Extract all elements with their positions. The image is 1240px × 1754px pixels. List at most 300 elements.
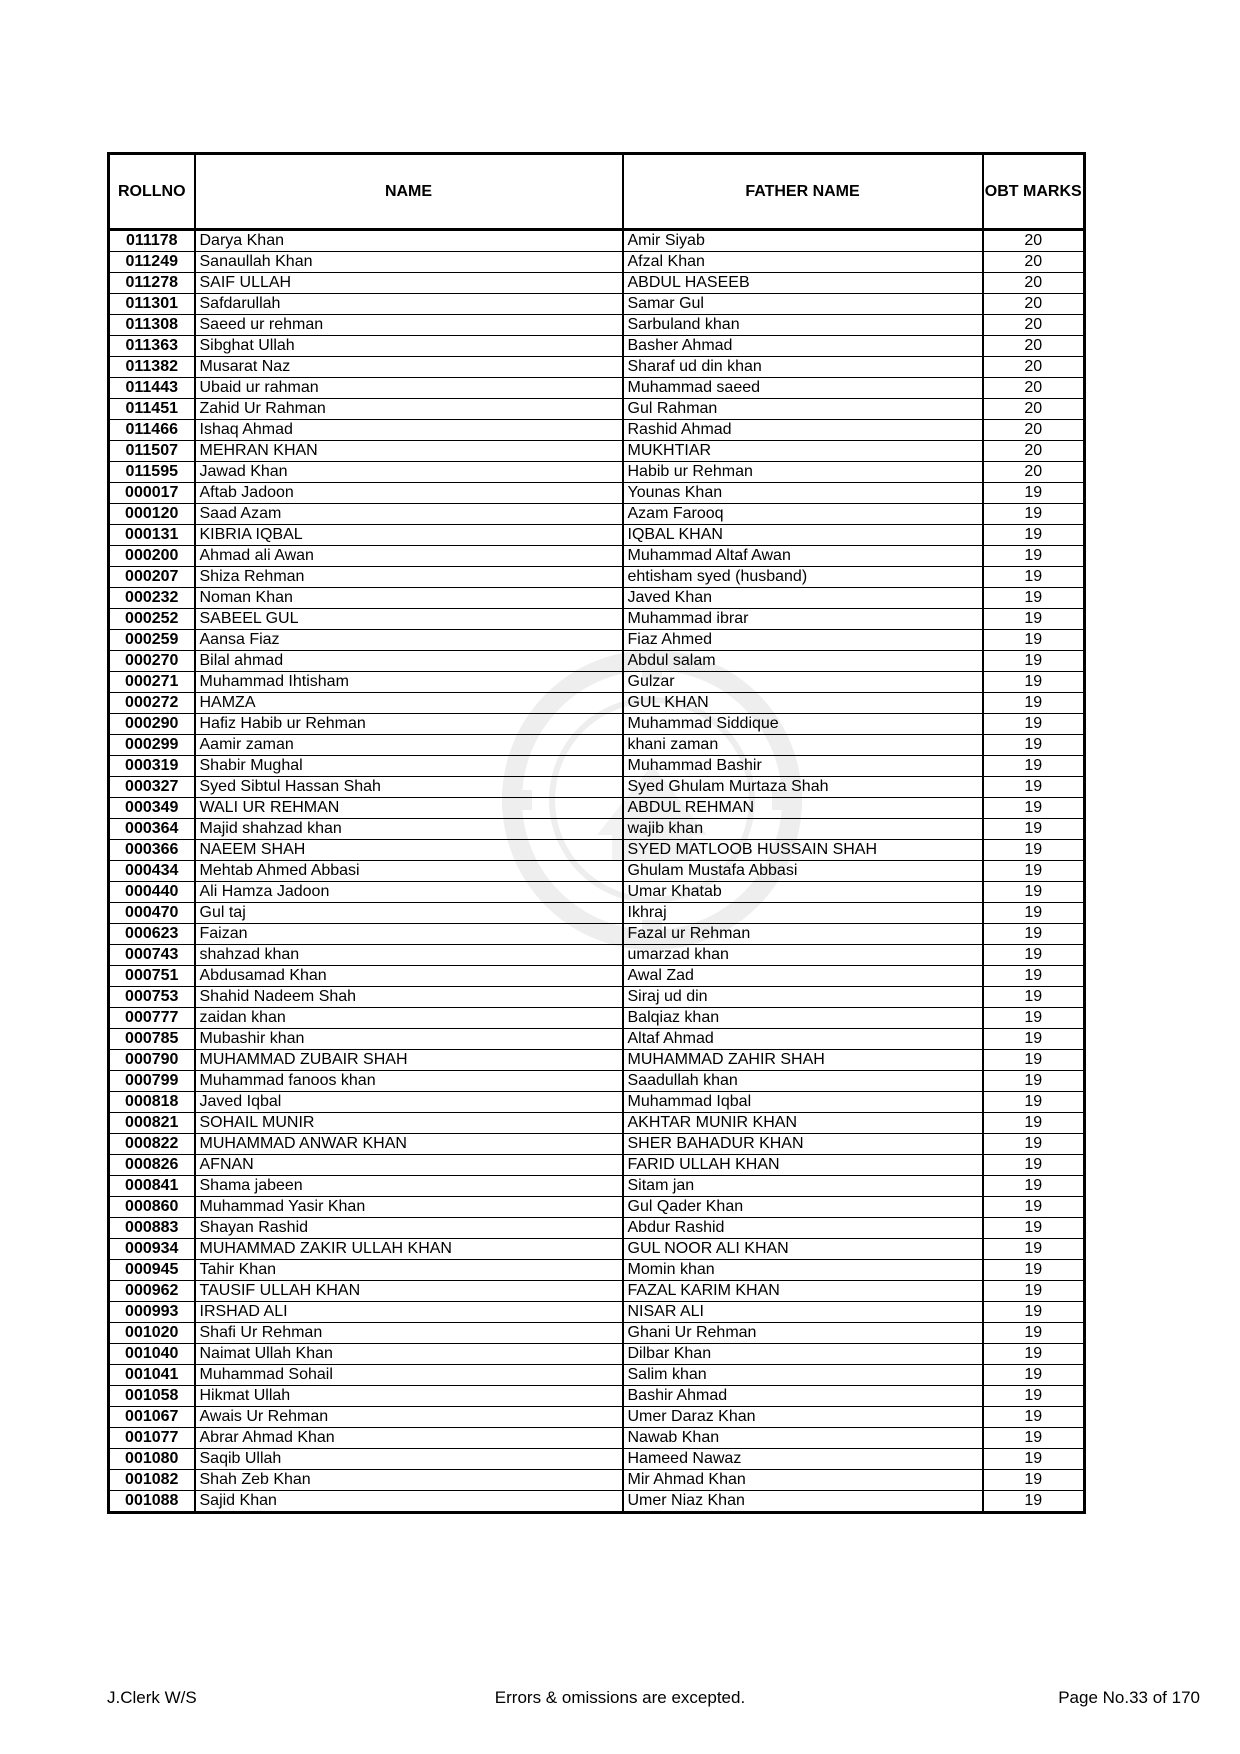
roll-number-cell: 000207	[109, 567, 195, 588]
student-name-cell: Shayan Rashid	[195, 1218, 623, 1239]
student-name-cell: Faizan	[195, 924, 623, 945]
student-name-cell: Saeed ur rehman	[195, 315, 623, 336]
father-name-cell: Muhammad Bashir	[623, 756, 983, 777]
results-table-body	[109, 230, 1085, 1513]
table-row	[109, 1197, 1085, 1218]
obt-marks-cell: 19	[983, 819, 1085, 840]
obt-marks-cell: 19	[983, 1029, 1085, 1050]
roll-number-cell: 000272	[109, 693, 195, 714]
table-row	[109, 1071, 1085, 1092]
roll-number-cell: 000860	[109, 1197, 195, 1218]
obt-marks-cell: 20	[983, 357, 1085, 378]
table-row	[109, 882, 1085, 903]
student-name-cell: Shafi Ur Rehman	[195, 1323, 623, 1344]
father-name-cell: Muhammad ibrar	[623, 609, 983, 630]
student-name-cell: Saad Azam	[195, 504, 623, 525]
student-name-cell: Aftab Jadoon	[195, 483, 623, 504]
roll-number-cell: 000818	[109, 1092, 195, 1113]
roll-number-cell: 001082	[109, 1470, 195, 1491]
father-name-cell: Ghani Ur Rehman	[623, 1323, 983, 1344]
father-name-cell: Umer Daraz Khan	[623, 1407, 983, 1428]
obt-marks-cell: 19	[983, 1428, 1085, 1449]
roll-number-cell: 000785	[109, 1029, 195, 1050]
roll-number-cell: 000777	[109, 1008, 195, 1029]
father-name-cell: Younas Khan	[623, 483, 983, 504]
student-name-cell: Gul taj	[195, 903, 623, 924]
roll-number-cell: 000945	[109, 1260, 195, 1281]
obt-marks-cell: 19	[983, 1323, 1085, 1344]
obt-marks-cell: 19	[983, 1197, 1085, 1218]
obt-marks-cell: 19	[983, 1176, 1085, 1197]
obt-marks-cell: 19	[983, 1092, 1085, 1113]
table-row	[109, 1491, 1085, 1513]
father-name-cell: Syed Ghulam Murtaza Shah	[623, 777, 983, 798]
obt-marks-cell: 19	[983, 1008, 1085, 1029]
roll-number-cell: 000826	[109, 1155, 195, 1176]
table-row	[109, 273, 1085, 294]
roll-number-cell: 011451	[109, 399, 195, 420]
roll-number-cell: 011308	[109, 315, 195, 336]
obt-marks-cell: 19	[983, 1113, 1085, 1134]
father-name-cell: Nawab Khan	[623, 1428, 983, 1449]
table-row	[109, 609, 1085, 630]
student-name-cell: Musarat Naz	[195, 357, 623, 378]
table-row	[109, 1449, 1085, 1470]
table-row	[109, 1029, 1085, 1050]
obt-marks-cell: 20	[983, 294, 1085, 315]
obt-marks-cell: 19	[983, 735, 1085, 756]
roll-number-cell: 000434	[109, 861, 195, 882]
header-obt-marks: OBT MARKS	[983, 154, 1085, 230]
father-name-cell: Saadullah khan	[623, 1071, 983, 1092]
father-name-cell: Fazal ur Rehman	[623, 924, 983, 945]
student-name-cell: Sanaullah Khan	[195, 252, 623, 273]
roll-number-cell: 000743	[109, 945, 195, 966]
header-name: NAME	[195, 154, 623, 230]
table-row	[109, 462, 1085, 483]
obt-marks-cell: 19	[983, 546, 1085, 567]
table-row	[109, 903, 1085, 924]
roll-number-cell: 000131	[109, 525, 195, 546]
table-row	[109, 483, 1085, 504]
student-name-cell: Ahmad ali Awan	[195, 546, 623, 567]
student-name-cell: Syed Sibtul Hassan Shah	[195, 777, 623, 798]
table-row	[109, 1470, 1085, 1491]
roll-number-cell: 000259	[109, 630, 195, 651]
student-name-cell: Ishaq Ahmad	[195, 420, 623, 441]
roll-number-cell: 000327	[109, 777, 195, 798]
roll-number-cell: 011363	[109, 336, 195, 357]
table-row	[109, 1323, 1085, 1344]
results-table	[107, 152, 1086, 1514]
student-name-cell: Saqib Ullah	[195, 1449, 623, 1470]
roll-number-cell: 000299	[109, 735, 195, 756]
student-name-cell: Javed Iqbal	[195, 1092, 623, 1113]
father-name-cell: Ghulam Mustafa Abbasi	[623, 861, 983, 882]
father-name-cell: ehtisham syed (husband)	[623, 567, 983, 588]
student-name-cell: Darya Khan	[195, 230, 623, 252]
student-name-cell: Muhammad Sohail	[195, 1365, 623, 1386]
father-name-cell: Samar Gul	[623, 294, 983, 315]
father-name-cell: Habib ur Rehman	[623, 462, 983, 483]
student-name-cell: MUHAMMAD ZAKIR ULLAH KHAN	[195, 1239, 623, 1260]
father-name-cell: Abdul salam	[623, 651, 983, 672]
father-name-cell: Siraj ud din	[623, 987, 983, 1008]
student-name-cell: Jawad Khan	[195, 462, 623, 483]
table-row	[109, 798, 1085, 819]
obt-marks-cell: 20	[983, 378, 1085, 399]
roll-number-cell: 000470	[109, 903, 195, 924]
student-name-cell: MUHAMMAD ANWAR KHAN	[195, 1134, 623, 1155]
table-row	[109, 672, 1085, 693]
obt-marks-cell: 19	[983, 567, 1085, 588]
father-name-cell: Balqiaz khan	[623, 1008, 983, 1029]
father-name-cell: umarzad khan	[623, 945, 983, 966]
student-name-cell: Noman Khan	[195, 588, 623, 609]
table-row	[109, 1134, 1085, 1155]
table-row	[109, 315, 1085, 336]
student-name-cell: Mehtab Ahmed Abbasi	[195, 861, 623, 882]
father-name-cell: Azam Farooq	[623, 504, 983, 525]
roll-number-cell: 000232	[109, 588, 195, 609]
obt-marks-cell: 19	[983, 504, 1085, 525]
obt-marks-cell: 19	[983, 840, 1085, 861]
table-row	[109, 1008, 1085, 1029]
father-name-cell: NISAR ALI	[623, 1302, 983, 1323]
obt-marks-cell: 20	[983, 252, 1085, 273]
obt-marks-cell: 19	[983, 1155, 1085, 1176]
student-name-cell: Shahid Nadeem Shah	[195, 987, 623, 1008]
student-name-cell: SAIF ULLAH	[195, 273, 623, 294]
table-row	[109, 1407, 1085, 1428]
father-name-cell: Sarbuland khan	[623, 315, 983, 336]
obt-marks-cell: 20	[983, 315, 1085, 336]
obt-marks-cell: 19	[983, 1071, 1085, 1092]
student-name-cell: Muhammad Yasir Khan	[195, 1197, 623, 1218]
obt-marks-cell: 19	[983, 1470, 1085, 1491]
obt-marks-cell: 19	[983, 1281, 1085, 1302]
father-name-cell: Afzal Khan	[623, 252, 983, 273]
table-row	[109, 1365, 1085, 1386]
table-row	[109, 840, 1085, 861]
father-name-cell: IQBAL KHAN	[623, 525, 983, 546]
student-name-cell: Shabir Mughal	[195, 756, 623, 777]
obt-marks-cell: 19	[983, 630, 1085, 651]
father-name-cell: Muhammad saeed	[623, 378, 983, 399]
table-row	[109, 441, 1085, 462]
student-name-cell: Majid shahzad khan	[195, 819, 623, 840]
student-name-cell: Abdusamad Khan	[195, 966, 623, 987]
roll-number-cell: 011178	[109, 230, 195, 252]
student-name-cell: Ali Hamza Jadoon	[195, 882, 623, 903]
student-name-cell: KIBRIA IQBAL	[195, 525, 623, 546]
obt-marks-cell: 19	[983, 693, 1085, 714]
student-name-cell: Sajid Khan	[195, 1491, 623, 1513]
table-row	[109, 1302, 1085, 1323]
obt-marks-cell: 19	[983, 1365, 1085, 1386]
roll-number-cell: 000319	[109, 756, 195, 777]
table-row	[109, 945, 1085, 966]
table-row	[109, 1155, 1085, 1176]
footer-disclaimer: Errors & omissions are excepted.	[494, 1688, 746, 1707]
obt-marks-cell: 19	[983, 1260, 1085, 1281]
father-name-cell: Awal Zad	[623, 966, 983, 987]
student-name-cell: Shama jabeen	[195, 1176, 623, 1197]
student-name-cell: HAMZA	[195, 693, 623, 714]
father-name-cell: ABDUL REHMAN	[623, 798, 983, 819]
obt-marks-cell: 19	[983, 588, 1085, 609]
roll-number-cell: 000440	[109, 882, 195, 903]
father-name-cell: Hameed Nawaz	[623, 1449, 983, 1470]
roll-number-cell: 001040	[109, 1344, 195, 1365]
obt-marks-cell: 19	[983, 609, 1085, 630]
father-name-cell: Sitam jan	[623, 1176, 983, 1197]
roll-number-cell: 001058	[109, 1386, 195, 1407]
table-row	[109, 714, 1085, 735]
student-name-cell: Shiza Rehman	[195, 567, 623, 588]
student-name-cell: Aamir zaman	[195, 735, 623, 756]
obt-marks-cell: 19	[983, 798, 1085, 819]
roll-number-cell: 000349	[109, 798, 195, 819]
student-name-cell: Zahid Ur Rahman	[195, 399, 623, 420]
student-name-cell: WALI UR REHMAN	[195, 798, 623, 819]
student-name-cell: shahzad khan	[195, 945, 623, 966]
father-name-cell: Salim khan	[623, 1365, 983, 1386]
header-rollno: ROLLNO	[109, 154, 195, 230]
table-row	[109, 1092, 1085, 1113]
father-name-cell: MUKHTIAR	[623, 441, 983, 462]
roll-number-cell: 011466	[109, 420, 195, 441]
father-name-cell: Javed Khan	[623, 588, 983, 609]
father-name-cell: Altaf Ahmad	[623, 1029, 983, 1050]
obt-marks-cell: 19	[983, 966, 1085, 987]
father-name-cell: Amir Siyab	[623, 230, 983, 252]
father-name-cell: AKHTAR MUNIR KHAN	[623, 1113, 983, 1134]
roll-number-cell: 001020	[109, 1323, 195, 1344]
father-name-cell: Muhammad Iqbal	[623, 1092, 983, 1113]
obt-marks-cell: 20	[983, 420, 1085, 441]
table-row	[109, 1218, 1085, 1239]
table-row	[109, 735, 1085, 756]
header-row	[109, 154, 1085, 230]
student-name-cell: Mubashir khan	[195, 1029, 623, 1050]
father-name-cell: Ikhraj	[623, 903, 983, 924]
father-name-cell: Umer Niaz Khan	[623, 1491, 983, 1513]
obt-marks-cell: 20	[983, 462, 1085, 483]
roll-number-cell: 000993	[109, 1302, 195, 1323]
father-name-cell: FAZAL KARIM KHAN	[623, 1281, 983, 1302]
student-name-cell: Ubaid ur rahman	[195, 378, 623, 399]
roll-number-cell: 000290	[109, 714, 195, 735]
roll-number-cell: 000799	[109, 1071, 195, 1092]
father-name-cell: SYED MATLOOB HUSSAIN SHAH	[623, 840, 983, 861]
student-name-cell: Hafiz Habib ur Rehman	[195, 714, 623, 735]
roll-number-cell: 000271	[109, 672, 195, 693]
student-name-cell: Aansa Fiaz	[195, 630, 623, 651]
table-row	[109, 756, 1085, 777]
roll-number-cell: 001041	[109, 1365, 195, 1386]
roll-number-cell: 000753	[109, 987, 195, 1008]
father-name-cell: Rashid Ahmad	[623, 420, 983, 441]
father-name-cell: Muhammad Altaf Awan	[623, 546, 983, 567]
table-row	[109, 525, 1085, 546]
father-name-cell: Gul Rahman	[623, 399, 983, 420]
roll-number-cell: 000366	[109, 840, 195, 861]
obt-marks-cell: 20	[983, 336, 1085, 357]
obt-marks-cell: 19	[983, 1239, 1085, 1260]
obt-marks-cell: 19	[983, 756, 1085, 777]
footer-clerk: J.Clerk W/S	[107, 1688, 197, 1707]
table-row	[109, 924, 1085, 945]
obt-marks-cell: 19	[983, 672, 1085, 693]
table-row	[109, 230, 1085, 252]
table-row	[109, 1113, 1085, 1134]
roll-number-cell: 000790	[109, 1050, 195, 1071]
roll-number-cell: 000841	[109, 1176, 195, 1197]
table-row	[109, 588, 1085, 609]
roll-number-cell: 001080	[109, 1449, 195, 1470]
roll-number-cell: 001077	[109, 1428, 195, 1449]
table-row	[109, 378, 1085, 399]
obt-marks-cell: 19	[983, 861, 1085, 882]
table-row	[109, 693, 1085, 714]
obt-marks-cell: 19	[983, 777, 1085, 798]
father-name-cell: Umar Khatab	[623, 882, 983, 903]
father-name-cell: Sharaf ud din khan	[623, 357, 983, 378]
table-row	[109, 336, 1085, 357]
table-row	[109, 987, 1085, 1008]
table-row	[109, 966, 1085, 987]
roll-number-cell: 000821	[109, 1113, 195, 1134]
obt-marks-cell: 19	[983, 483, 1085, 504]
roll-number-cell: 000364	[109, 819, 195, 840]
table-row	[109, 567, 1085, 588]
student-name-cell: MUHAMMAD ZUBAIR SHAH	[195, 1050, 623, 1071]
obt-marks-cell: 19	[983, 525, 1085, 546]
table-row	[109, 1281, 1085, 1302]
obt-marks-cell: 19	[983, 1344, 1085, 1365]
roll-number-cell: 000270	[109, 651, 195, 672]
roll-number-cell: 000962	[109, 1281, 195, 1302]
father-name-cell: Momin khan	[623, 1260, 983, 1281]
father-name-cell: khani zaman	[623, 735, 983, 756]
table-row	[109, 1176, 1085, 1197]
student-name-cell: Safdarullah	[195, 294, 623, 315]
roll-number-cell: 011301	[109, 294, 195, 315]
obt-marks-cell: 19	[983, 924, 1085, 945]
obt-marks-cell: 19	[983, 1218, 1085, 1239]
student-name-cell: Bilal ahmad	[195, 651, 623, 672]
student-name-cell: Shah Zeb Khan	[195, 1470, 623, 1491]
roll-number-cell: 001088	[109, 1491, 195, 1513]
table-row	[109, 1386, 1085, 1407]
father-name-cell: MUHAMMAD ZAHIR SHAH	[623, 1050, 983, 1071]
student-name-cell: Tahir Khan	[195, 1260, 623, 1281]
student-name-cell: Muhammad fanoos khan	[195, 1071, 623, 1092]
obt-marks-cell: 20	[983, 399, 1085, 420]
father-name-cell: SHER BAHADUR KHAN	[623, 1134, 983, 1155]
table-row	[109, 399, 1085, 420]
roll-number-cell: 000883	[109, 1218, 195, 1239]
obt-marks-cell: 19	[983, 1302, 1085, 1323]
table-row	[109, 630, 1085, 651]
roll-number-cell: 000200	[109, 546, 195, 567]
table-row	[109, 504, 1085, 525]
roll-number-cell: 000623	[109, 924, 195, 945]
obt-marks-cell: 20	[983, 273, 1085, 294]
student-name-cell: NAEEM SHAH	[195, 840, 623, 861]
student-name-cell: AFNAN	[195, 1155, 623, 1176]
roll-number-cell: 000252	[109, 609, 195, 630]
student-name-cell: Hikmat Ullah	[195, 1386, 623, 1407]
student-name-cell: MEHRAN KHAN	[195, 441, 623, 462]
obt-marks-cell: 19	[983, 1134, 1085, 1155]
student-name-cell: Awais Ur Rehman	[195, 1407, 623, 1428]
header-father-name: FATHER NAME	[623, 154, 983, 230]
father-name-cell: GUL NOOR ALI KHAN	[623, 1239, 983, 1260]
student-name-cell: SOHAIL MUNIR	[195, 1113, 623, 1134]
roll-number-cell: 000822	[109, 1134, 195, 1155]
father-name-cell: Fiaz Ahmed	[623, 630, 983, 651]
father-name-cell: Basher Ahmad	[623, 336, 983, 357]
table-row	[109, 651, 1085, 672]
roll-number-cell: 000751	[109, 966, 195, 987]
table-row	[109, 777, 1085, 798]
roll-number-cell: 001067	[109, 1407, 195, 1428]
obt-marks-cell: 20	[983, 230, 1085, 252]
student-name-cell: TAUSIF ULLAH KHAN	[195, 1281, 623, 1302]
table-row	[109, 546, 1085, 567]
father-name-cell: Gulzar	[623, 672, 983, 693]
student-name-cell: IRSHAD ALI	[195, 1302, 623, 1323]
student-name-cell: Naimat Ullah Khan	[195, 1344, 623, 1365]
obt-marks-cell: 19	[983, 1050, 1085, 1071]
obt-marks-cell: 19	[983, 651, 1085, 672]
table-row	[109, 819, 1085, 840]
obt-marks-cell: 19	[983, 945, 1085, 966]
table-row	[109, 357, 1085, 378]
obt-marks-cell: 19	[983, 1449, 1085, 1470]
father-name-cell: Muhammad Siddique	[623, 714, 983, 735]
obt-marks-cell: 19	[983, 882, 1085, 903]
footer-page-number: Page No.33 of 170	[1058, 1688, 1200, 1707]
table-row	[109, 1239, 1085, 1260]
roll-number-cell: 000017	[109, 483, 195, 504]
father-name-cell: Bashir Ahmad	[623, 1386, 983, 1407]
table-row	[109, 861, 1085, 882]
table-row	[109, 420, 1085, 441]
roll-number-cell: 011595	[109, 462, 195, 483]
father-name-cell: Gul Qader Khan	[623, 1197, 983, 1218]
obt-marks-cell: 19	[983, 987, 1085, 1008]
roll-number-cell: 011278	[109, 273, 195, 294]
obt-marks-cell: 19	[983, 1491, 1085, 1513]
table-row	[109, 294, 1085, 315]
father-name-cell: Mir Ahmad Khan	[623, 1470, 983, 1491]
student-name-cell: Sibghat Ullah	[195, 336, 623, 357]
roll-number-cell: 000934	[109, 1239, 195, 1260]
roll-number-cell: 011382	[109, 357, 195, 378]
table-row	[109, 1428, 1085, 1449]
obt-marks-cell: 20	[983, 441, 1085, 462]
obt-marks-cell: 19	[983, 1386, 1085, 1407]
student-name-cell: Muhammad Ihtisham	[195, 672, 623, 693]
roll-number-cell: 011507	[109, 441, 195, 462]
student-name-cell: zaidan khan	[195, 1008, 623, 1029]
student-name-cell: Abrar Ahmad Khan	[195, 1428, 623, 1449]
roll-number-cell: 011443	[109, 378, 195, 399]
roll-number-cell: 011249	[109, 252, 195, 273]
